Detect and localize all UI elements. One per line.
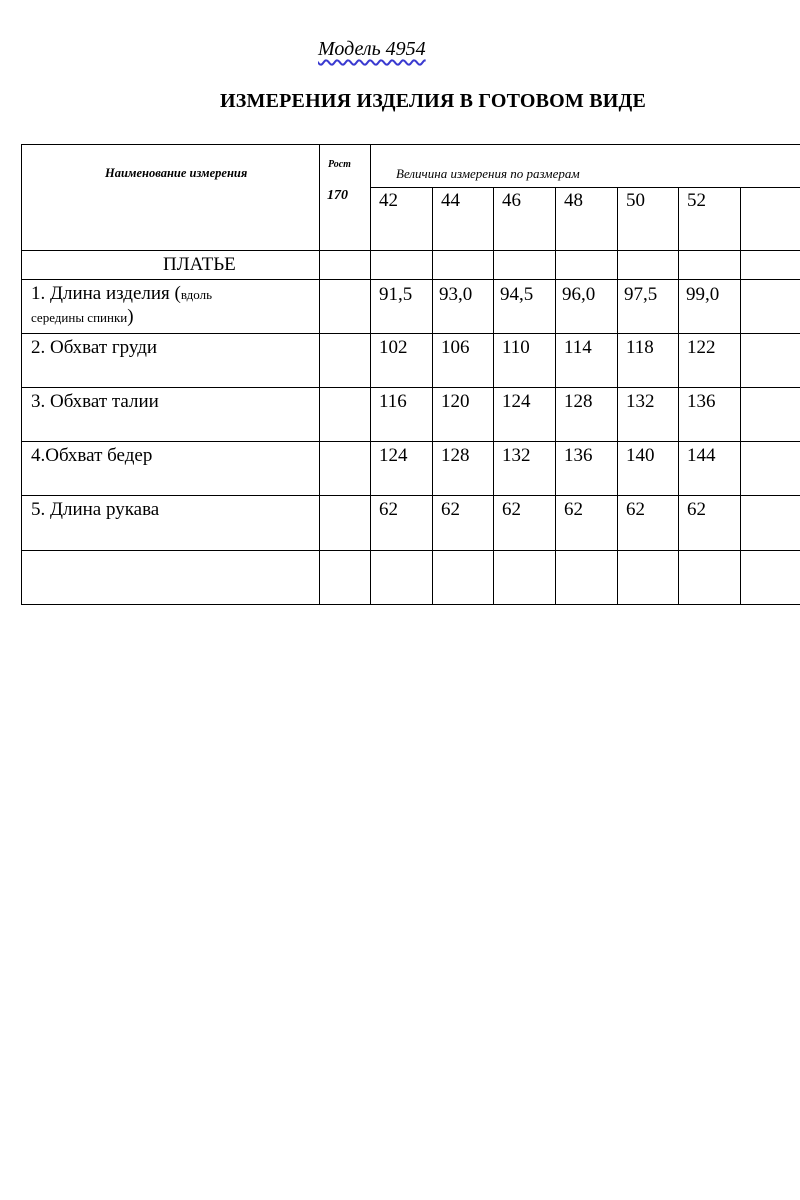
row-5-value-52: 62 (687, 499, 706, 520)
col-divider-name (319, 144, 320, 605)
header-sizes: Величина измерения по размерам (396, 166, 580, 181)
row-divider-header (21, 250, 800, 251)
measurements-table (21, 144, 800, 606)
row-divider-3 (21, 441, 800, 442)
row-5-value-42: 62 (379, 499, 398, 520)
row-1-value-42: 91,5 (379, 284, 413, 305)
row-2-value-50: 118 (626, 337, 654, 358)
row-3-value-50: 132 (626, 391, 655, 412)
row-3-value-42: 116 (379, 391, 407, 412)
row-2-value-42: 102 (379, 337, 408, 358)
header-measurement-name: Наименование измерения (105, 166, 248, 180)
row-4-value-42: 124 (379, 445, 408, 466)
row-2-value-52: 122 (687, 337, 716, 358)
header-rost: Рост (328, 159, 351, 170)
row-label-2: 2. Обхват груди (31, 337, 158, 358)
size-48: 48 (564, 190, 583, 211)
row-label-1-small: вдоль (180, 287, 213, 302)
table-border-left (21, 144, 22, 605)
row-label-1-line2: середины спинки (31, 310, 128, 325)
row-1-value-46: 94,5 (500, 284, 534, 305)
row-1-value-52: 99,0 (686, 284, 720, 305)
row-divider-1 (21, 333, 800, 334)
row-4-value-52: 144 (687, 445, 716, 466)
row-divider-5 (21, 550, 800, 551)
size-42: 42 (379, 190, 398, 211)
row-label-1-close: ) (127, 306, 134, 327)
size-50: 50 (626, 190, 645, 211)
col-divider-rost (370, 144, 371, 605)
model-title: Модель 4954 (318, 38, 426, 60)
row-5-value-46: 62 (502, 499, 521, 520)
row-label-3: 3. Обхват талии (31, 391, 159, 412)
size-52: 52 (687, 190, 706, 211)
row-3-value-44: 120 (441, 391, 470, 412)
row-label-1-main: 1. Длина изделия ( (31, 283, 181, 304)
row-divider-4 (21, 495, 800, 496)
row-5-value-48: 62 (564, 499, 583, 520)
header-rost-value: 170 (327, 188, 348, 203)
section-label: ПЛАТЬЕ (163, 254, 236, 275)
row-4-value-48: 136 (564, 445, 593, 466)
row-1-value-44: 93,0 (439, 284, 473, 305)
row-1-value-50: 97,5 (624, 284, 658, 305)
row-3-value-46: 124 (502, 391, 531, 412)
row-5-value-44: 62 (441, 499, 460, 520)
row-2-value-48: 114 (564, 337, 592, 358)
row-1-value-48: 96,0 (562, 284, 596, 305)
row-4-value-50: 140 (626, 445, 655, 466)
row-divider-2 (21, 387, 800, 388)
row-label-4: 4.Обхват бедер (31, 445, 153, 466)
row-4-value-44: 128 (441, 445, 470, 466)
row-3-value-48: 128 (564, 391, 593, 412)
size-46: 46 (502, 190, 521, 211)
row-5-value-50: 62 (626, 499, 645, 520)
row-2-value-44: 106 (441, 337, 470, 358)
row-label-1 (31, 283, 212, 329)
row-label-5: 5. Длина рукава (31, 499, 160, 520)
row-3-value-52: 136 (687, 391, 716, 412)
row-4-value-46: 132 (502, 445, 531, 466)
size-44: 44 (441, 190, 460, 211)
row-2-value-46: 110 (502, 337, 530, 358)
sizes-header-divider (370, 187, 800, 188)
document-title: ИЗМЕРЕНИЯ ИЗДЕЛИЯ В ГОТОВОМ ВИДЕ (220, 90, 646, 112)
table-border-bottom (21, 604, 800, 605)
table-border-top (21, 144, 800, 145)
row-divider-section (21, 279, 800, 280)
